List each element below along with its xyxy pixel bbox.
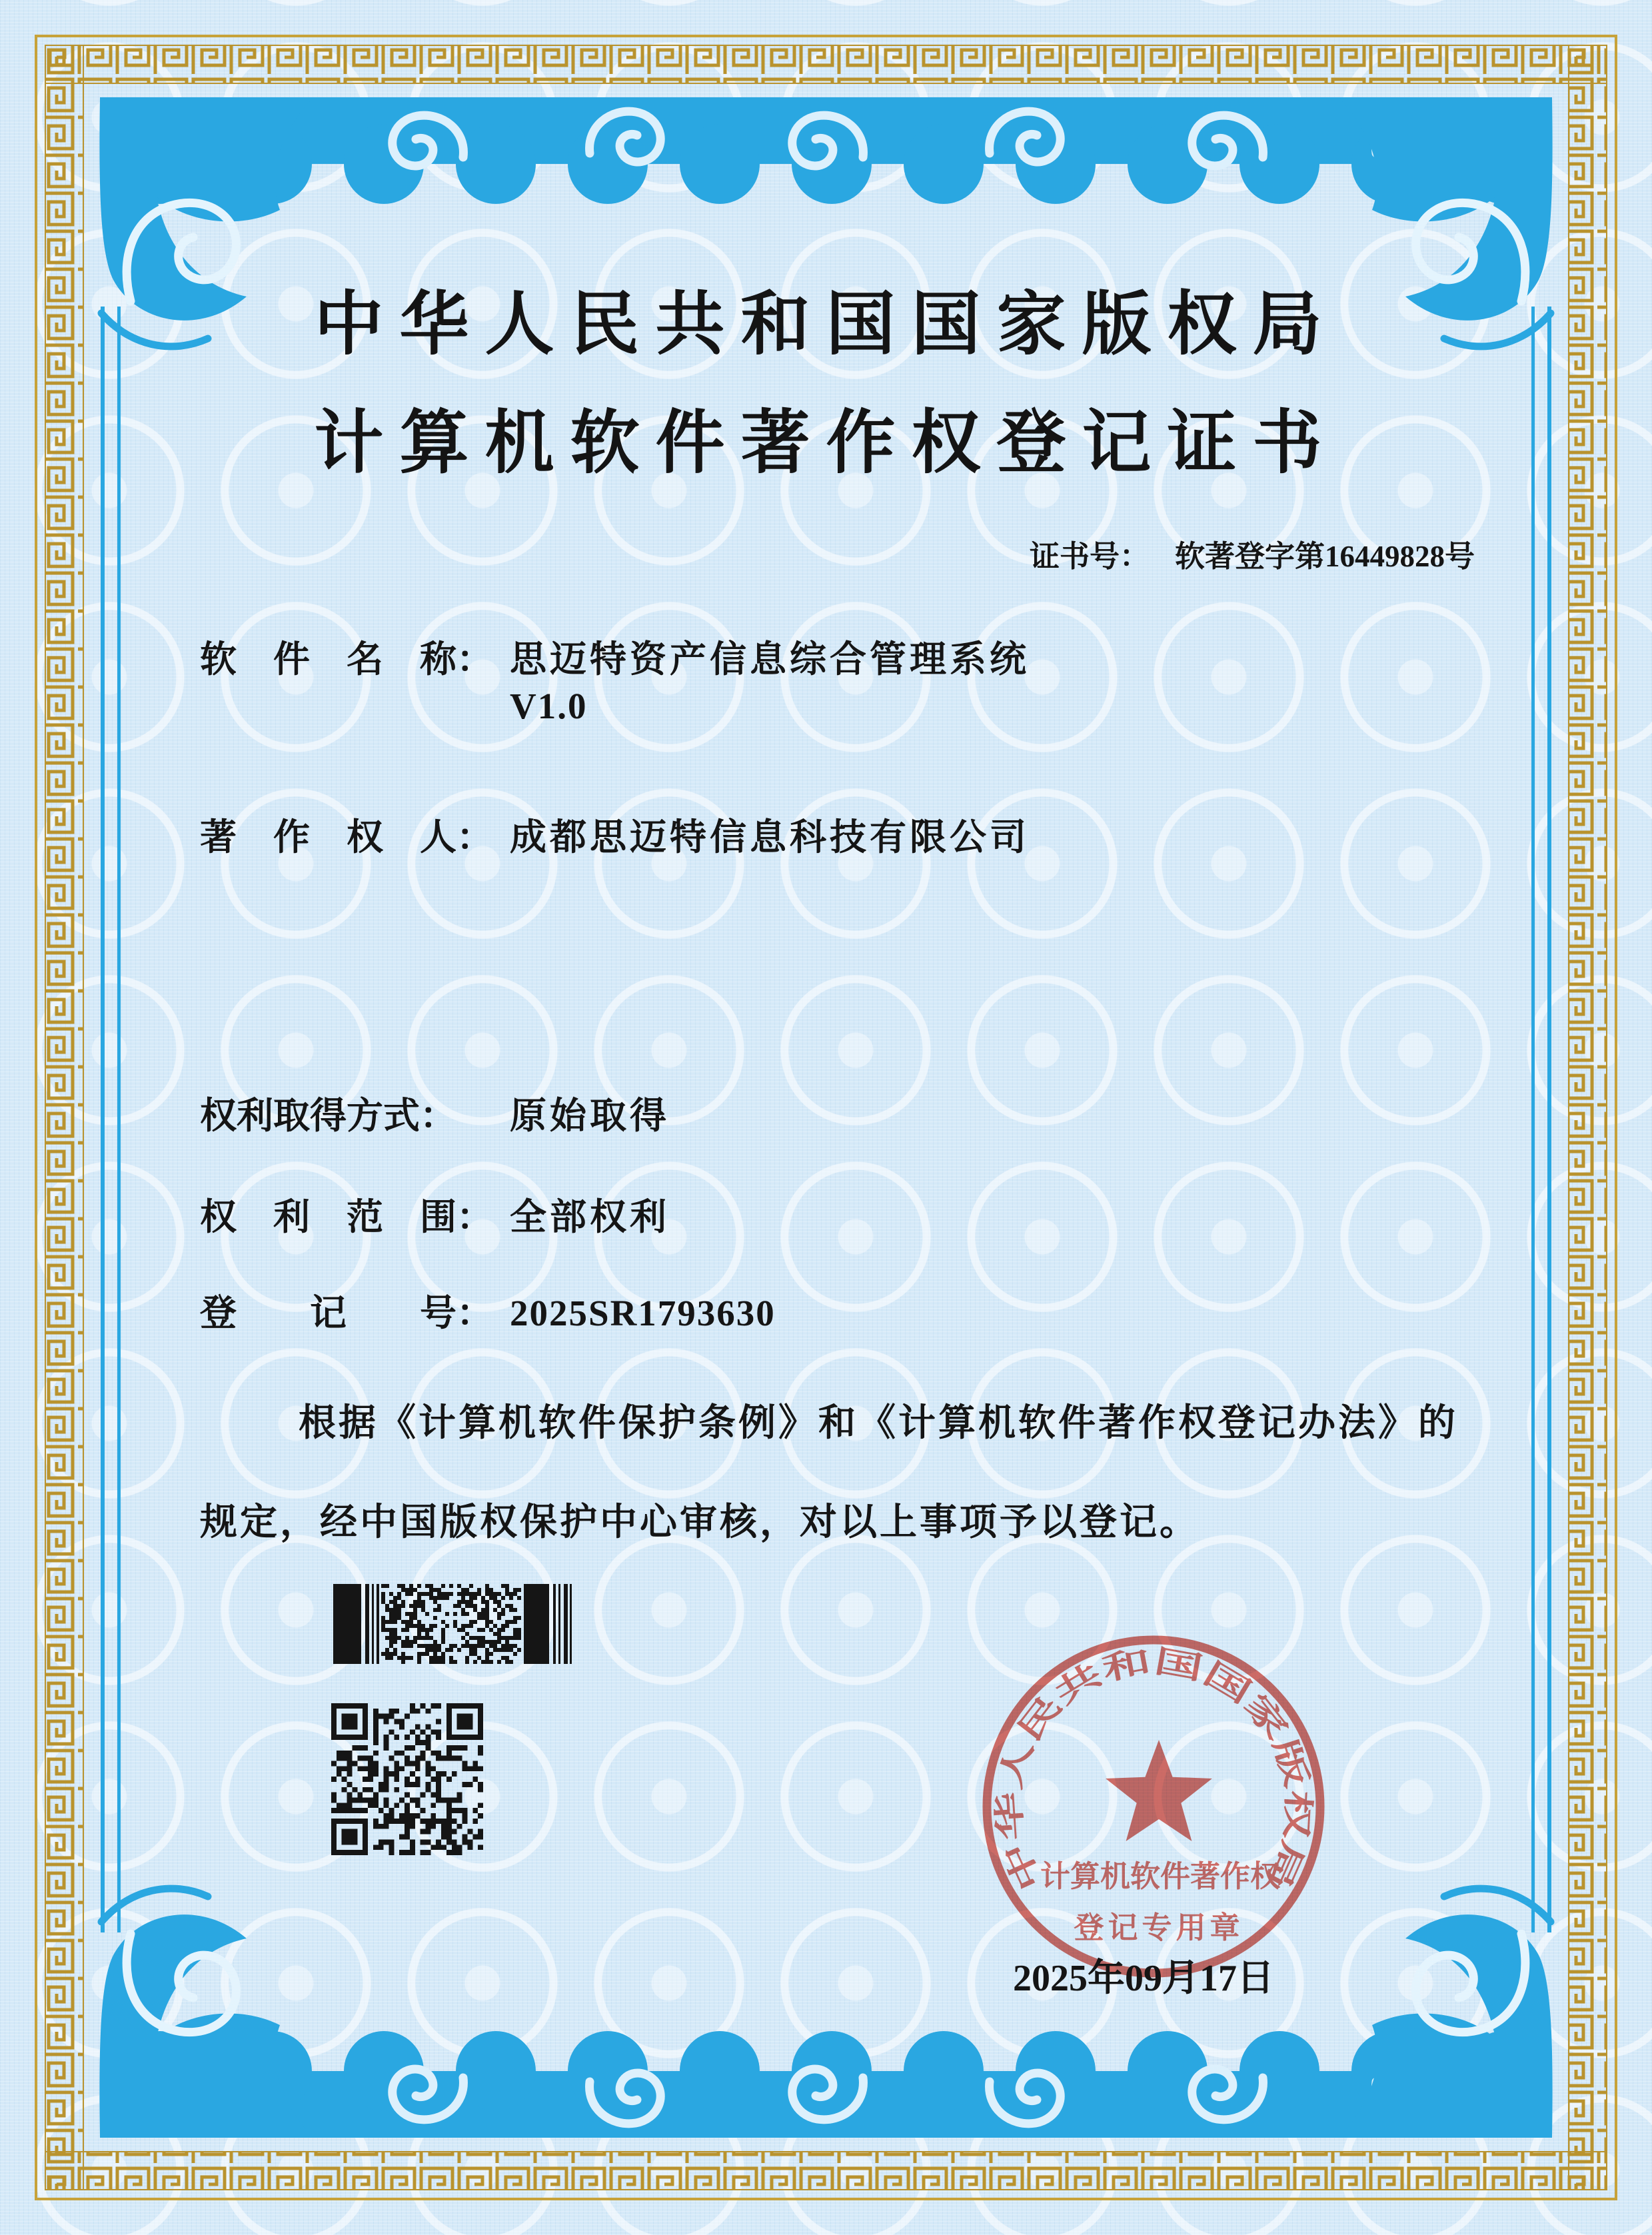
meander-border-bottom: [45, 2152, 1607, 2190]
field-row-software-name: [200, 630, 1030, 682]
field-label: 著 作 权 人：: [200, 817, 494, 858]
seal-text-line1: 计算机软件著作权: [1040, 1860, 1281, 1893]
software-version: V1.0: [510, 686, 588, 726]
issue-date: 2025年09月17日: [1013, 1958, 1274, 1999]
barcode: [333, 1584, 573, 1664]
field-value: 思迈特资产信息综合管理系统: [510, 639, 1030, 680]
seal-text-line2: 登记专用章: [1074, 1911, 1244, 1944]
field-value: 成都思迈特信息科技有限公司: [510, 817, 1030, 858]
field-label: 权 利 范 围：: [200, 1197, 494, 1237]
statement-line2: 规定，经中国版权保护中心审核，对以上事项予以登记。: [200, 1502, 1200, 1543]
field-row-acquisition-method: [200, 1086, 670, 1139]
field-label: 软 件 名 称：: [200, 639, 494, 680]
seal-ring-text: 中华人民共和国国家版权局: [992, 1644, 1315, 1896]
field-row-registration-number: [200, 1283, 776, 1336]
qr-code: [331, 1703, 483, 1855]
field-value: 原始取得: [510, 1096, 670, 1136]
field-label: 登 记 号：: [200, 1293, 494, 1333]
scroll-frieze-bottom: [99, 1888, 1552, 2138]
certificate-number: [1030, 532, 1475, 575]
field-value: 全部权利: [510, 1197, 670, 1237]
seal-star-icon: [1106, 1740, 1212, 1841]
field-label: 权利取得方式：: [200, 1096, 457, 1136]
field-row-rights-scope: [200, 1187, 670, 1240]
certificate-number-value: 软著登字第16449828号: [1175, 540, 1475, 573]
authority-title: 中华人民共和国国家版权局: [314, 287, 1338, 363]
certificate-type-title: 计算机软件著作权登记证书: [314, 405, 1338, 482]
certificate-number-label: 证书号：: [1030, 540, 1150, 573]
registration-statement: [200, 1374, 1496, 1573]
meander-border-top: [45, 45, 1607, 83]
official-seal: [977, 1630, 1330, 1983]
statement-line1: 根据《计算机软件保护条例》和《计算机软件著作权登记办法》的: [299, 1403, 1458, 1444]
field-row-copyright-owner: [200, 808, 1030, 860]
field-value: 2025SR1793630: [510, 1293, 776, 1333]
